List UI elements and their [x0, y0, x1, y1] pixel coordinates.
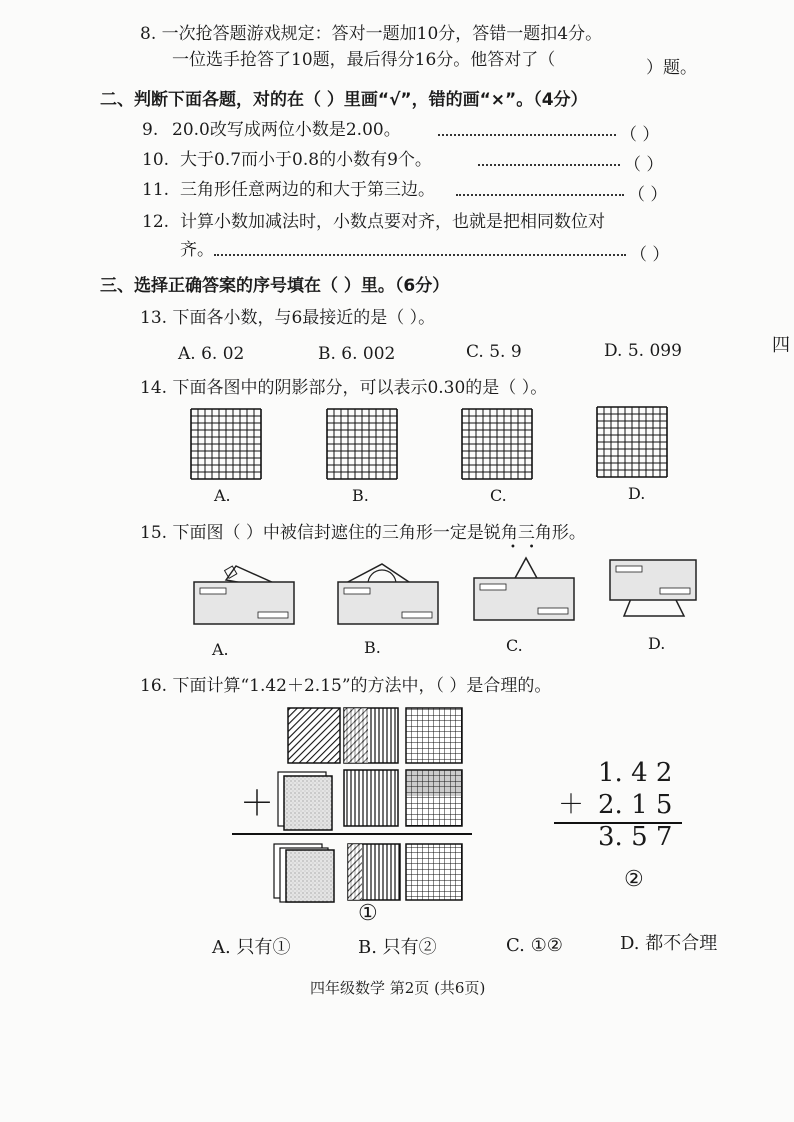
method-1-label: ① [358, 901, 378, 926]
sum-result: 3. 5 7 [598, 822, 673, 852]
q13-option-d: D. 5. 099 [604, 341, 682, 361]
judge-9-paren: （ ） [620, 125, 660, 145]
judge-9-num: 9. [142, 120, 159, 140]
hundred-grid-c [461, 408, 533, 480]
q16-option-a: A. 只有① [212, 937, 291, 958]
q15-label-b: B. [364, 638, 381, 657]
plus-sign: ＋ [240, 784, 274, 824]
judge-12-num: 12. [142, 212, 170, 232]
q14-text: 14. 下面各图中的阴影部分，可以表示0.30的是（ ）。 [140, 378, 548, 398]
method-2-label: ② [624, 867, 644, 892]
emphasis-dots: • • [510, 542, 535, 553]
q16-option-b: B. 只有② [358, 937, 437, 958]
leader-dots [456, 194, 624, 196]
q15-label-d: D. [648, 634, 666, 653]
leader-dots [214, 254, 626, 256]
q14-label-b: B. [352, 486, 369, 505]
envelope-figure-a [190, 560, 300, 630]
judge-12-text: 计算小数加减法时，小数点要对齐，也就是把相同数位对 [180, 212, 605, 232]
page-footer: 四年级数学 第2页 (共6页) [310, 979, 486, 997]
q8-line2-end: ）题。 [646, 58, 697, 78]
envelope-figure-c [470, 552, 580, 630]
judge-11-paren: （ ） [628, 185, 668, 205]
judge-10-paren: （ ） [624, 155, 664, 175]
q16-option-d: D. 都不合理 [620, 933, 718, 954]
q13-text: 13. 下面各小数，与6最接近的是（ ）。 [140, 308, 436, 328]
leader-dots [478, 164, 620, 166]
envelope-figure-d [604, 556, 704, 622]
judge-11-text: 三角形任意两边的和大于第三边。 [180, 180, 435, 200]
judge-12-text2: 齐。 [180, 240, 214, 260]
plus-operator: ＋ [558, 790, 585, 820]
q13-option-b: B. 6. 002 [318, 344, 396, 364]
q15-label-c: C. [506, 636, 523, 655]
addend-bottom: 2. 1 5 [598, 790, 673, 820]
section2-title: 二、判断下面各题，对的在（ ）里画“√”，错的画“×”。（4分） [100, 90, 588, 110]
envelope-figure-b [332, 556, 442, 630]
addend-top: 1. 4 2 [598, 758, 673, 788]
q8-line2: 一位选手抢答了10题，最后得分16分。他答对了（ [172, 50, 556, 70]
judge-10-num: 10. [142, 150, 170, 170]
leader-dots [438, 134, 616, 136]
q13-option-c: C. 5. 9 [466, 342, 522, 362]
q16-option-c: C. ①② [506, 935, 563, 956]
hundred-grid-b [326, 408, 398, 480]
section3-title: 三、选择正确答案的序号填在（ ）里。（6分） [100, 276, 450, 296]
judge-11-num: 11. [142, 180, 170, 200]
q14-label-d: D. [628, 484, 646, 503]
margin-mark: 四 [772, 335, 790, 356]
q14-label-c: C. [490, 486, 507, 505]
q16-text: 16. 下面计算“1.42＋2.15”的方法中，（ ）是合理的。 [140, 676, 552, 696]
q8-line1: 8. 一次抢答题游戏规定：答对一题加10分，答错一题扣4分。 [140, 24, 603, 44]
hundred-grid-d [596, 406, 668, 478]
q13-option-a: A. 6. 02 [178, 344, 245, 364]
judge-9-text: 20.0改写成两位小数是2.00。 [172, 120, 401, 140]
q15-label-a: A. [212, 640, 229, 659]
q15-text: 15. 下面图（ ）中被信封遮住的三角形一定是锐角三角形。 [140, 523, 586, 543]
q14-label-a: A. [214, 486, 231, 505]
judge-12-paren: （ ） [630, 245, 670, 265]
judge-10-text: 大于0.7而小于0.8的小数有9个。 [180, 150, 432, 170]
hundred-grid-a [190, 408, 262, 480]
